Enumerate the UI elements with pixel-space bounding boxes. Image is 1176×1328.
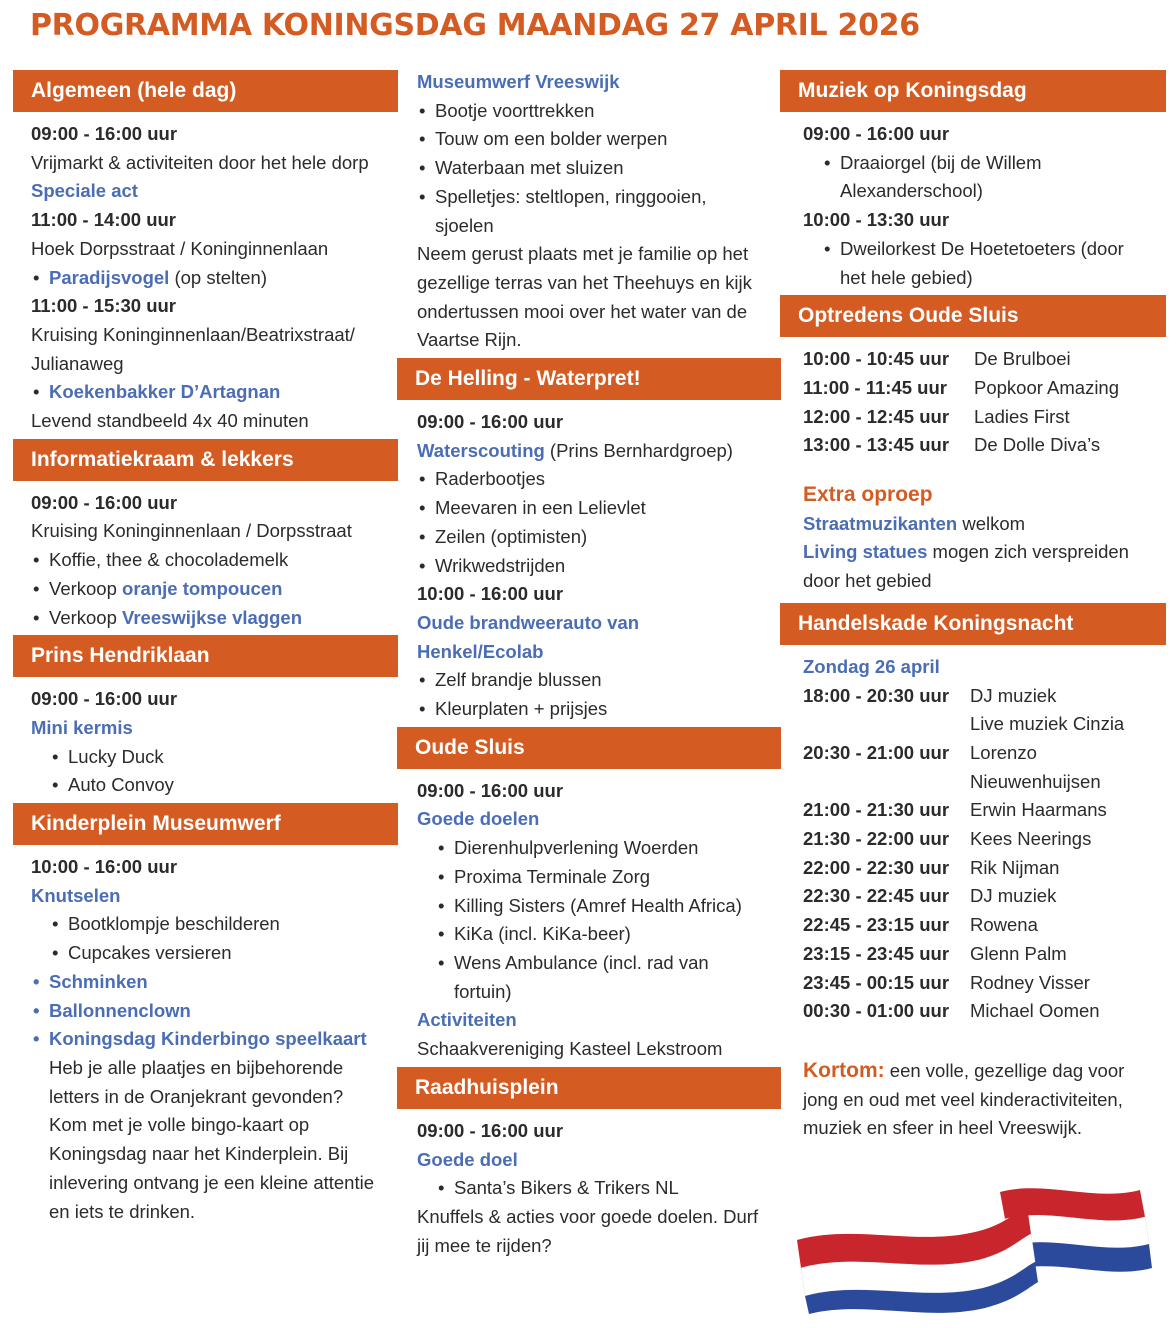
schedule-row: 22:45 - 23:15 uur Rowena xyxy=(803,914,1038,936)
page-title: PROGRAMMA KONINGSDAG MAANDAG 27 APRIL 2026 xyxy=(30,8,920,43)
kortom-label: Kortom: xyxy=(803,1058,885,1082)
time-label: 09:00 - 16:00 uur xyxy=(417,1119,564,1141)
list-item: • Dweilorkest De Hoetetoeters (door het hele gebied) xyxy=(822,235,1130,292)
list-item: • Verkoop oranje tompoucen xyxy=(31,575,398,604)
dutch-flags-icon xyxy=(795,1182,1155,1317)
time-label: 10:00 - 16:00 uur xyxy=(417,583,564,605)
section-prins-hendriklaan xyxy=(13,635,398,803)
time-label: 09:00 - 16:00 uur xyxy=(417,779,564,801)
schedule-row: 10:00 - 10:45 uur De Brulboei xyxy=(803,348,1071,370)
list-item: • Lucky Duck xyxy=(50,743,398,772)
list-item: • KiKa (incl. KiKa-beer) xyxy=(436,920,781,949)
section-header: Oude Sluis xyxy=(397,727,781,769)
list-item: • Koekenbakker D’Artagnan xyxy=(31,378,398,407)
schedule-row: 23:45 - 00:15 uur Rodney Visser xyxy=(803,971,1090,993)
column-left xyxy=(13,70,398,1229)
section-koningsnacht xyxy=(780,603,1166,1029)
schedule-row: Live muziek Cinzia xyxy=(970,713,1125,735)
list-item: • Draaiorgel (bij de Willem Alexanderschool) xyxy=(822,149,1070,206)
column-right xyxy=(780,70,1166,1146)
time-label: 11:00 - 15:30 uur xyxy=(31,295,176,317)
list-item: • Ballonnenclown xyxy=(31,997,398,1026)
section-raadhuisplein xyxy=(397,1067,781,1264)
schedule-row: 22:00 - 22:30 uur Rik Nijman xyxy=(803,856,1060,878)
extra-line: Living statues mogen zich verspreiden door het gebied xyxy=(803,541,1129,592)
bingo-description: Heb je alle plaatjes en bijbehorende letters in de Oranjekrant gevonden? Kom met je volle bingo-kaart op Koningsdag naar het Kinderplein. Bij inlevering ontvang je een kleine attentie en iets te drinken. xyxy=(49,1056,375,1222)
schedule-row: 22:30 - 22:45 uur DJ muziek xyxy=(803,885,1057,907)
section-header: Optredens Oude Sluis xyxy=(780,295,1166,337)
list-item: • Bootje voorttrekken xyxy=(417,97,781,126)
sub-heading: Activiteiten xyxy=(417,1009,517,1031)
location: Kruising Koninginnenlaan/Beatrixstraat/ Julianaweg xyxy=(31,323,355,374)
section-header: De Helling - Waterpret! xyxy=(397,358,781,400)
list-item: • Wens Ambulance (incl. rad van fortuin) xyxy=(436,949,734,1006)
list-item: • Proxima Terminale Zorg xyxy=(436,863,781,892)
schedule-row: 12:00 - 12:45 uur Ladies First xyxy=(803,405,1070,427)
list-item: • Cupcakes versieren xyxy=(50,939,398,968)
sub-heading: Mini kermis xyxy=(31,716,133,738)
list-item: • Auto Convoy xyxy=(50,771,398,800)
list-item: • Paradijsvogel (op stelten) xyxy=(31,264,398,293)
schedule-row: 23:15 - 23:45 uur Glenn Palm xyxy=(803,942,1067,964)
list-item: • Santa’s Bikers & Trikers NL xyxy=(436,1174,781,1203)
time-label: 09:00 - 16:00 uur xyxy=(31,123,178,144)
schedule-row: 13:00 - 13:45 uur De Dolle Diva’s xyxy=(803,434,1101,456)
list-item: • Killing Sisters (Amref Health Africa) xyxy=(436,892,781,921)
sub-heading: Speciale act xyxy=(31,180,138,202)
sub-heading: Oude brandweerauto van Henkel/Ecolab xyxy=(417,611,640,662)
section-header: Kinderplein Museumwerf xyxy=(13,803,398,845)
description: Schaakvereniging Kasteel Lekstroom xyxy=(417,1038,723,1060)
list-item: • Waterbaan met sluizen xyxy=(417,154,781,183)
section-algemeen xyxy=(13,70,398,439)
extra-line: Straatmuzikanten welkom xyxy=(803,512,1026,534)
time-label: 10:00 - 13:30 uur xyxy=(803,209,950,231)
list-item: • Kleurplaten + prijsjes xyxy=(417,695,781,724)
schedule-row: 20:30 - 21:00 uur Lorenzo xyxy=(803,741,1037,763)
waterscouting-line: Waterscouting (Prins Bernhardgroep) xyxy=(417,439,733,461)
list-item: • Koningsdag Kinderbingo speelkaart xyxy=(31,1025,398,1054)
description: Levend standbeeld 4x 40 minuten xyxy=(31,410,309,432)
schedule-row: 00:30 - 01:00 uur Michael Oomen xyxy=(803,1000,1100,1022)
sub-heading: Goede doel xyxy=(417,1148,518,1170)
date-label: Zondag 26 april xyxy=(803,655,940,677)
list-item: • Dierenhulpverlening Woerden xyxy=(436,834,781,863)
section-informatiekraam xyxy=(13,439,398,636)
time-label: 09:00 - 16:00 uur xyxy=(31,688,178,710)
section-optredens xyxy=(780,295,1166,463)
schedule-row: Nieuwenhuijsen xyxy=(970,770,1101,792)
description: Neem gerust plaats met je familie op het gezellige terras van het Theehuys en kijk ondertussen mooi over het water van de Vaartse Rijn. xyxy=(417,243,752,351)
time-label: 09:00 - 16:00 uur xyxy=(31,491,178,513)
section-kortom xyxy=(780,1057,1166,1146)
schedule-row: 18:00 - 20:30 uur DJ muziek xyxy=(803,684,1057,706)
section-kinderplein xyxy=(13,803,398,1229)
list-item: • Koffie, thee & chocolademelk xyxy=(31,546,398,575)
location: Hoek Dorpsstraat / Koninginnenlaan xyxy=(31,237,329,259)
section-oude-sluis xyxy=(397,727,781,1067)
section-header: Algemeen (hele dag) xyxy=(13,70,398,112)
section-header: Raadhuisplein xyxy=(397,1067,781,1109)
section-muziek xyxy=(780,70,1166,295)
section-museumwerf xyxy=(397,68,781,358)
kortom-text: een volle, gezellige dag voor jong en oud met veel kinderactiviteiten, muziek en sfeer in heel Vreeswijk. xyxy=(803,1059,1125,1139)
section-de-helling xyxy=(397,358,781,727)
section-extra-oproep xyxy=(780,481,1166,599)
description: Knuffels & acties voor goede doelen. Durf jij mee te rijden? xyxy=(417,1205,759,1256)
list-item: • Wrikwedstrijden xyxy=(417,552,781,581)
section-header: Informatiekraam & lekkers xyxy=(13,439,398,481)
time-label: 09:00 - 16:00 uur xyxy=(803,123,950,144)
location: Kruising Koninginnenlaan / Dorpsstraat xyxy=(31,520,352,542)
list-item: • Zelf brandje blussen xyxy=(417,666,781,695)
list-item: • Bootklompje beschilderen xyxy=(50,910,398,939)
section-header: Muziek op Koningsdag xyxy=(780,70,1166,112)
list-item: • Zeilen (optimisten) xyxy=(417,523,781,552)
list-item: • Schminken xyxy=(31,968,398,997)
list-item: • Meevaren in een Lelievlet xyxy=(417,494,781,523)
list-item: • Raderbootjes xyxy=(417,465,781,494)
list-item: • Touw om een bolder werpen xyxy=(417,125,781,154)
sub-heading: Extra oproep xyxy=(803,483,933,507)
sub-heading: Goede doelen xyxy=(417,808,540,830)
sub-heading: Museumwerf Vreeswijk xyxy=(417,71,620,92)
list-item: • Verkoop Vreeswijkse vlaggen xyxy=(31,604,398,633)
time-label: 11:00 - 14:00 uur xyxy=(31,209,176,231)
sub-heading: Knutselen xyxy=(31,884,121,906)
schedule-row: 21:00 - 21:30 uur Erwin Haarmans xyxy=(803,799,1107,821)
schedule-row: 11:00 - 11:45 uur Popkoor Amazing xyxy=(803,376,1120,398)
column-middle xyxy=(397,70,781,1263)
flag-front xyxy=(797,1206,1038,1314)
description: Vrijmarkt & activiteiten door het hele dorp xyxy=(31,151,369,173)
schedule-row: 21:30 - 22:00 uur Kees Neerings xyxy=(803,828,1092,850)
time-label: 10:00 - 16:00 uur xyxy=(31,856,178,878)
section-header: Prins Hendriklaan xyxy=(13,635,398,677)
list-item: • Spelletjes: steltlopen, ringgooien, sjoelen xyxy=(417,183,735,240)
section-header: Handelskade Koningsnacht xyxy=(780,603,1166,645)
time-label: 09:00 - 16:00 uur xyxy=(417,411,564,433)
